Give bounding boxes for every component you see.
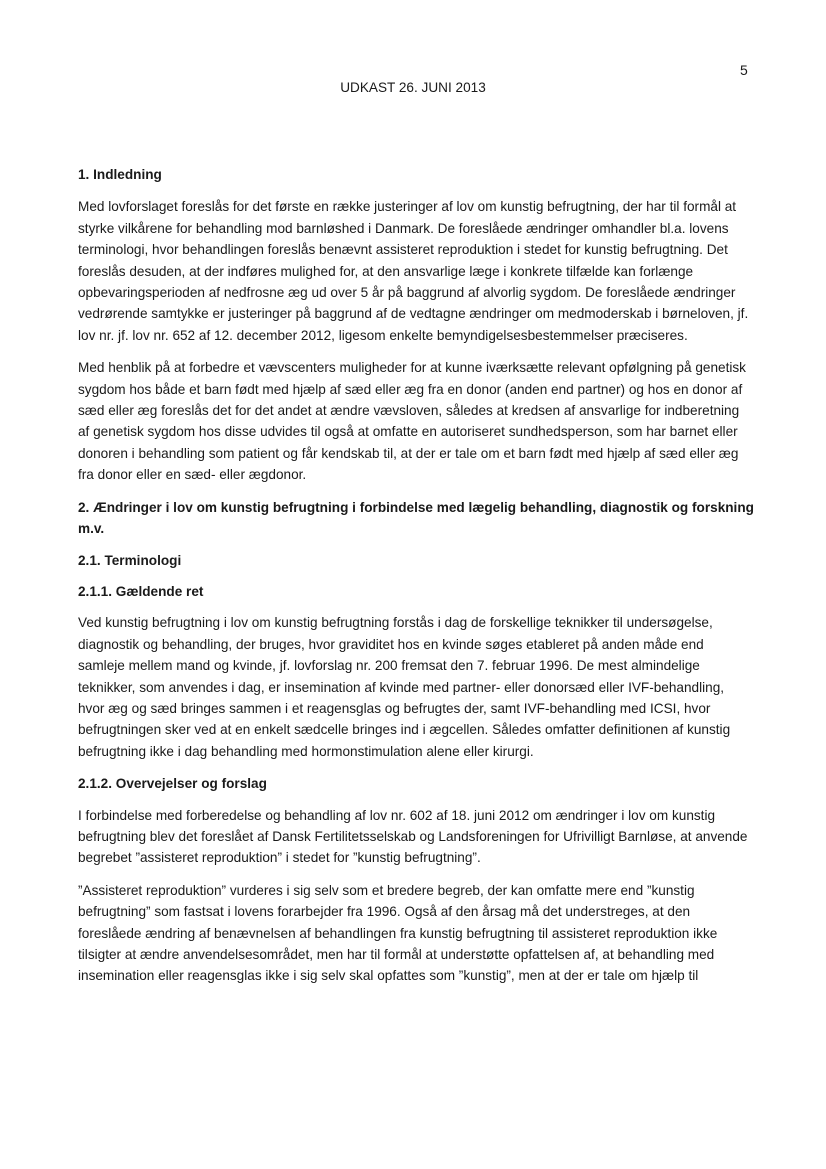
section-1-paragraph-2: Med henblik på at forbedre et vævscenters muligheder for at kunne iværksætte relevant opfølgning på genetisk sygdom hos både et barn født med hjælp af sæd eller æg fra en donor (anden end partner) og hos en donor af sæd eller æg foreslås det for det andet at ændre vævsloven, således at kredsen af ansvarlige for indberetning af genetisk sygdom hos disse udvides til også at omfatte en autoriseret sundhedsperson, som har barnet eller donoren i behandling som patient og får kendskab til, at der er tale om et barn født med hjælp af sæd eller æg fra donor eller en sæd- eller ægdonor. <box>78 360 746 483</box>
section-2-heading: 2. Ændringer i lov om kunstig befrugtning i forbindelse med lægelig behandling, diagnostik og forskning m.v. <box>78 499 754 537</box>
section-2-1-2-paragraph-1: I forbindelse med forberedelse og behandling af lov nr. 602 af 18. juni 2012 om ændringer i lov om kunstig befrugtning blev det foreslået af Dansk Fertilitetsselskab og Landsforeningen for Ufrivilligt Barnløse, at anvende begrebet ”assisteret reproduktion” i stedet for ”kunstig befrugtning”. <box>78 807 748 866</box>
section-2-1-1-paragraph-1: Ved kunstig befrugtning i lov om kunstig befrugtning forstås i dag de forskellige teknikker til undersøgelse, diagnostik og behandling, der bruges, hvor graviditet hos en kvinde søges etableret på anden måde end samleje mellem mand og kvinde, jf. lovforslag nr. 200 fremsat den 7. februar 1996. De mest almindelige teknikker, som anvendes i dag, er insemination af kvinde med partner- eller donorsæd eller IVF-behandling, hvor æg og sæd bringes sammen i et reagensglas og befrugtes der, samt IVF-behandling med ICSI, hvor befrugtningen sker ved at en enkelt sædcelle bringes ind i ægcellen. Således omfatter definitionen af kunstig befrugtning ikke i dag behandling med hormonstimulation alene eller kirurgi. <box>78 615 731 759</box>
document-header: UDKAST 26. JUNI 2013 <box>340 80 486 95</box>
section-2-1-heading: 2.1. Terminologi <box>78 552 182 568</box>
section-1-heading: 1. Indledning <box>78 167 162 182</box>
document-body <box>78 164 754 987</box>
section-2-1-2-paragraph-2: ”Assisteret reproduktion” vurderes i sig selv som et bredere begreb, der kan omfatte mere end ”kunstig befrugtning” som fastsat i lovens forarbejder fra 1996. Også af den årsag må det understreges, at den foreslåede ændring af benævnelsen af behandlingen fra kunstig befrugtning til assisteret reproduktion ikke tilsigter at ændre anvendelsesområdet, men har til formål at understøtte opfattelsen af, at behandling med insemination eller reagensglas ikke i sig selv skal opfattes som ”kunstig”, men at der er tale om hjælp til <box>78 882 718 984</box>
page-number: 5 <box>740 62 748 78</box>
section-1-paragraph-1: Med lovforslaget foreslås for det første en række justeringer af lov om kunstig befrugtning, der har til formål at styrke vilkårene for behandling mod barnløshed i Danmark. De foreslåede ændringer omhandler bl.a. lovens terminologi, hvor behandlingen foreslås benævnt assisteret reproduktion i stedet for kunstig befrugtning. Det foreslås desuden, at der indføres mulighed for, at den ansvarlige læge i konkrete tilfælde kan forlænge opbevaringsperioden af nedfrosne æg ud over 5 år på baggrund af alvorlig sygdom. De foreslåede ændringer vedrørende samtykke er justeringer på baggrund af de vedtagne ændringer om medmoderskab i børneloven, jf. lov nr. jf. lov nr. 652 af 12. december 2012, ligesom enkelte bemyndigelsesbestemmelser præciseres. <box>78 199 749 343</box>
section-2-1-1-heading: 2.1.1. Gældende ret <box>78 583 204 599</box>
section-2-1-2-heading: 2.1.2. Overvejelser og forslag <box>78 776 267 792</box>
